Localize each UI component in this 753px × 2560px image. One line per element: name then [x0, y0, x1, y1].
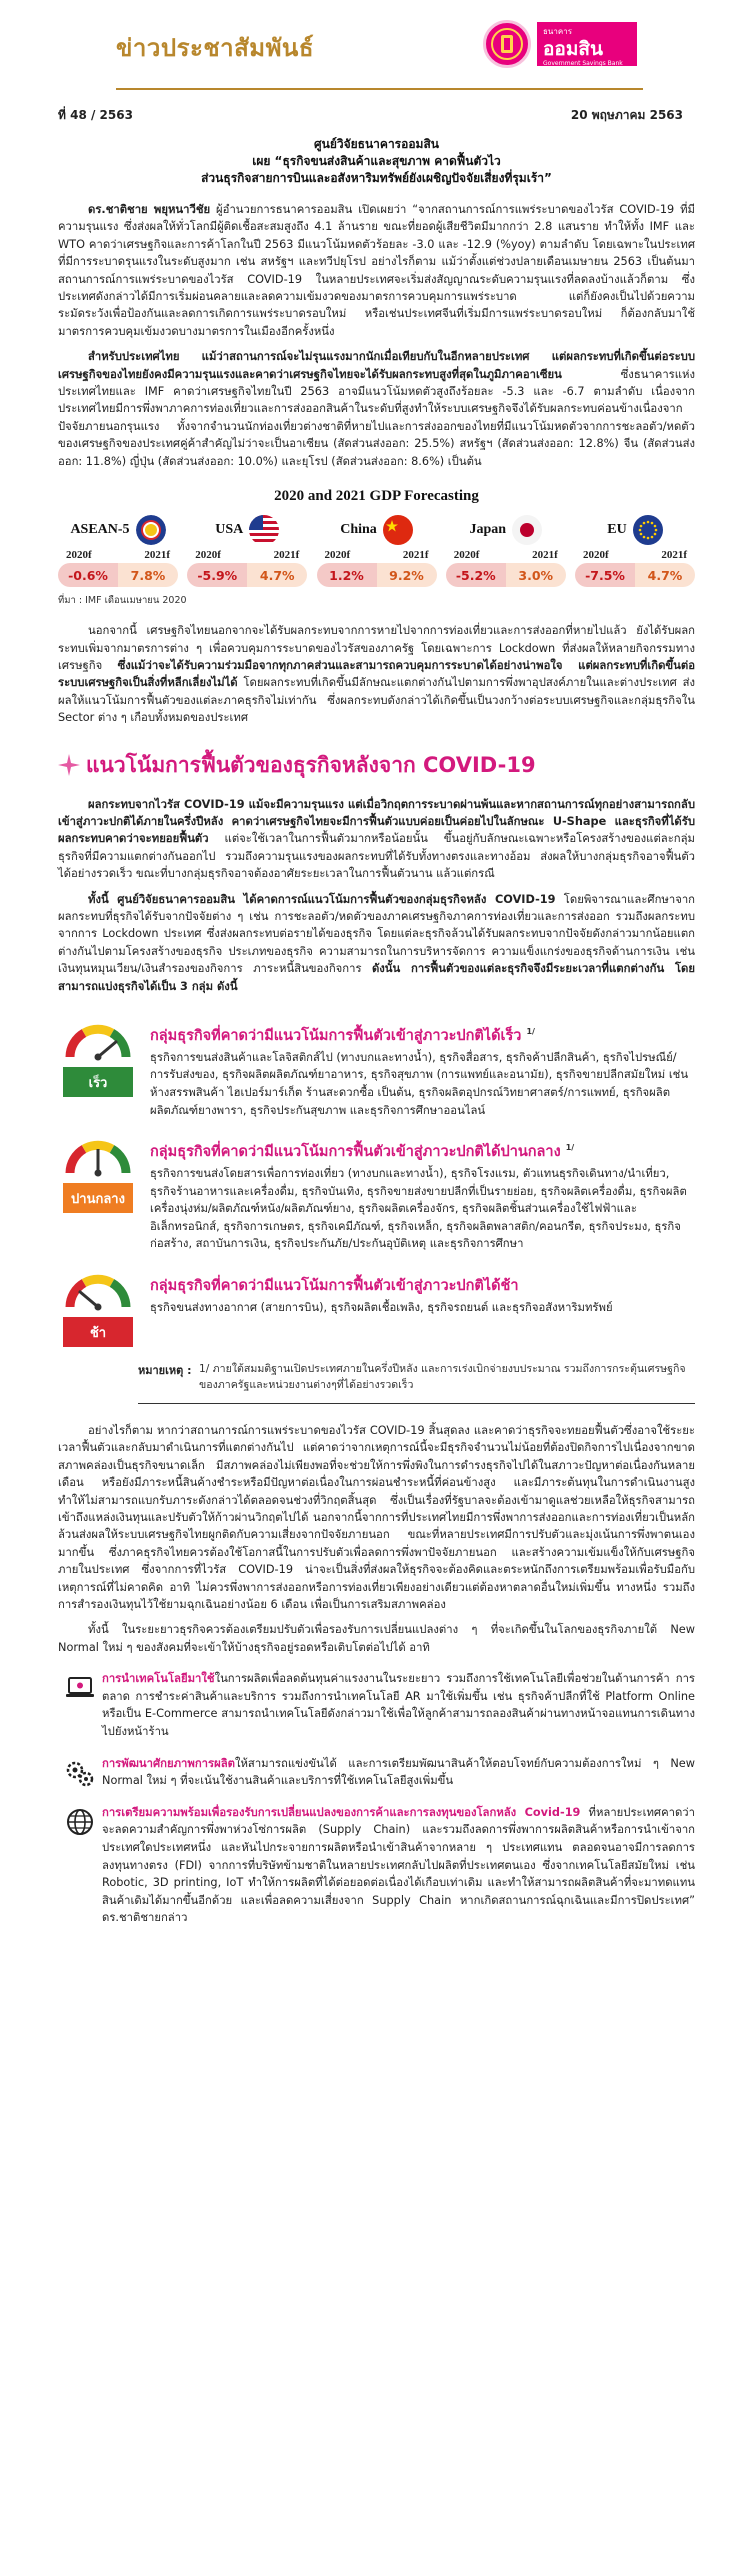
adaptation-text — [102, 1755, 695, 1790]
paragraph-3 — [58, 622, 695, 726]
section-heading — [58, 749, 695, 782]
gdp-card-label: ASEAN-5 — [70, 522, 130, 538]
gdp-value-2021: 4.7% — [247, 563, 307, 587]
adaptation-text — [102, 1804, 695, 1927]
china-flag-icon — [383, 515, 413, 545]
logo-wordmark — [537, 22, 637, 66]
speed-gauge-icon — [65, 1021, 131, 1061]
year-2020: 2020f — [453, 549, 480, 562]
recovery-content — [138, 1021, 695, 1119]
year-2021: 2021f — [144, 549, 170, 562]
recovery-icon — [58, 1271, 138, 1347]
logo-main-text: ออมสิน — [543, 38, 603, 60]
recovery-icon — [58, 1021, 138, 1119]
recovery-badge: ปานกลาง — [63, 1183, 133, 1213]
gdp-card-head — [446, 515, 566, 545]
gdp-values — [317, 563, 437, 587]
logo-sub-text: Government Savings Bank — [543, 60, 623, 67]
adaptation-body: ที่หลายประเทศคาดว่าจะลดความสำคัญการพึ่งพาห่วงโซ่การผลิต (Supply Chain) และรวมถึงลดการพึ่งพาการผลิตสินค้าหรือการนำเข้าจากประเทศใดประเทศหนึ่ง และหันไปกระจายการผลิตหรือนำเข้าสินค้าจากหลาย ๆ ประเทศแทน ตลอดจนอาจมีการลดการลงทุนทางตรง (FDI) จากการที่บริษัทข้ามชาติในหลายประเทศกลับไปผลิตที่ประเทศตนเอง ซึ่งจากเทคโนโลยีสมัยใหม่ เช่น Robotic, 3D printing, IoT ทำให้การผลิตที่ได้ต่อยอดต่อเนื่องได้เกือบเท่าเดิม และทำให้สามารถผลิตสินค้าที่จะมาทดแทนสินค้าเดิมได้มากขึ้นอีกด้วย และเพื่อลดความเสี่ยงจาก Supply Chain หากเกิดสถานการณ์ฉุกเฉินและมีการปิดประเทศ” ดร.ชาติชายกล่าว — [102, 1805, 695, 1925]
adaptation-body: ให้สามารถแข่งขันได้ และการเตรียมพัฒนาสินค้าให้ตอบโจทย์กับความต้องการใหม่ ๆ New Normal ใหม่ ๆ ที่จะเน้นใช้งานสินค้าและบริการที่ใช้เทคโนโลยีสูงเพิ่มขึ้น — [102, 1756, 695, 1788]
recovery-description: ธุรกิจการขนส่งสินค้าและโลจิสติกส์ไป (ทางบกและทางน้ำ), ธุรกิจสื่อสาร, ธุรกิจค้าปลีกสินค้า, ธุรกิจไปรษณีย์/การรับส่งของ, ธุรกิจผลิตผลิตภัณฑ์ยาอาหาร, ธุรกิจสุขภาพ (การแพทย์และอนามัย), ธุรกิจขายปลีกสมัยใหม่ เช่น ห้างสรรพสินค้า ไฮเปอร์มาร์เก็ต ร้านสะดวกซื้อ เป็นต้น, ธุรกิจผลิตอุปกรณ์วิทยาศาสตร์/การแพทย์, ธุรกิจผลิตผลิตภัณฑ์ยางพารา, ธุรกิจประกันสุขภาพ และธุรกิจการศึกษาออนไลน์ — [150, 1050, 689, 1117]
gdp-card-label: Japan — [469, 522, 507, 538]
headline — [58, 136, 695, 187]
p3-text-a: นอกจากนี้ เศรษฐกิจไทยนอกจากจะได้รับผลกระทบจากการหายไปจากการท่องเที่ยวและการส่งออกที่หายไปแล้ว ยังได้รับผลกระทบเพิ่มจากมาตรการต่าง ๆ เพื่อควบคุมการระบาดของไวรัสของภาครัฐ โดยเฉพาะการ Lockdown ที่ส่งผลให้หลายกิจกรรมทางเศรษฐกิจ — [58, 624, 695, 672]
recovery-description: ธุรกิจขนส่งทางอากาศ (สายการบิน), ธุรกิจผลิตเชื้อเพลิง, ธุรกิจรถยนต์ และธุรกิจอสังหาริมทรัพย์ — [150, 1300, 613, 1314]
recovery-group-fast — [58, 1021, 695, 1119]
release-date: 20 พฤษภาคม 2563 — [570, 108, 683, 122]
speed-gauge-icon — [65, 1137, 131, 1177]
year-2021: 2021f — [532, 549, 558, 562]
recovery-title-text: กลุ่มธุรกิจที่คาดว่ามีแนวโน้มการฟื้นตัวเข้าสู่ภาวะปกติได้ปานกลาง — [150, 1144, 561, 1161]
gdp-years — [446, 545, 566, 561]
sparkle-icon — [58, 754, 80, 776]
gdp-value-2021: 9.2% — [377, 563, 437, 587]
gdp-years — [58, 545, 178, 561]
recovery-icon — [58, 1137, 138, 1253]
gdp-card-label: EU — [607, 522, 627, 538]
year-2021: 2021f — [661, 549, 687, 562]
page-header — [58, 0, 695, 70]
footnote-marker: 1/ — [565, 1143, 575, 1153]
adaptation-highlight: การพัฒนาศักยภาพการผลิต — [102, 1756, 235, 1770]
release-number: ที่ 48 / 2563 — [58, 108, 133, 122]
globe-icon — [58, 1804, 102, 1927]
logo-small-text: ธนาคาร — [543, 27, 572, 36]
gsb-logo — [483, 18, 643, 70]
gdp-value-2021: 3.0% — [506, 563, 566, 587]
intro-p1-text: ผู้อำนวยการธนาคารออมสิน เปิดเผยว่า “จากสถานการณ์การแพร่ระบาดของไวรัส COVID-19 ที่มีความรุนแรง ซึ่งส่งผลให้ทั่วโลกมีผู้ติดเชื้อสะสมสูงถึง 4.1 ล้านราย ขณะที่ยอดผู้เสียชีวิตมีมากกว่า 2.8 แสนราย ทำให้ทั้ง IMF และ WTO คาดว่าเศรษฐกิจและการค้าโลกในปี 2563 มีแนวโน้มหดตัวร้อยละ -3.0 และ -12.9 (%yoy) ตามลำดับ โดยเฉพาะในประเทศที่มีการระบาดรุนแรงในระดับสูงมาก เช่น สหรัฐฯ และทวีปยุโรป อย่างไรก็ตาม แม้ว่าตั้งแต่ช่วงปลายเดือนเมษายน 2563 เป็นต้นมา สถานการณ์การแพร่ระบาดของไวรัส COVID-19 ในหลายประเทศจะเริ่มส่งสัญญาณระดับความรุนแรงที่ลดลงบ้างแล้วก็ตาม ซึ่งประเทศดังกล่าวได้มีการเริ่มผ่อนคลายและลดความเข้มงวดของมาตรการควบคุมการแพร่ระบาด แต่ก็ยังคงเป็นไปด้วยความระมัดระวังเพื่อป้องกันและลดการเกิดการแพร่ระบาดรอบใหม่ หรือเช่นประเทศจีนที่เริ่มมีการแพร่ระบาดรอบใหม่ ก็ต้องกลับมาใช้มาตรการควบคุมเข้มงวดบางมาตรการในเมืองอีกครั้งหนึ่ง — [58, 203, 695, 338]
recovery-content — [138, 1137, 695, 1253]
recovery-description: ธุรกิจการขนส่งโดยสารเพื่อการท่องเที่ยว (ทางบกและทางน้ำ), ธุรกิจโรงแรม, ตัวแทนธุรกิจเดินทาง/นำเที่ยว, ธุรกิจร้านอาหารและเครื่องดื่ม, ธุรกิจบันเทิง, ธุรกิจขายส่งขายปลีกที่เป็นรายย่อย, ธุรกิจผลิตเครื่องดื่ม, ธุรกิจผลิตเครื่องนุ่งห่ม/ผลิตภัณฑ์หนัง/ผลิตภัณฑ์ยาง, ธุรกิจผลิตเครื่องจักร, ธุรกิจผลิตชิ้นส่วนเครื่องใช้ไฟฟ้าและอิเล็กทรอนิกส์, ธุรกิจการเกษตร, ธุรกิจเคมีภัณฑ์, ธุรกิจเหล็ก, ธุรกิจผลิตพลาสติก/คอนกรีต, ธุรกิจประมง, ธุรกิจก่อสร้าง, สถาบันการเงิน, ธุรกิจประกันภัย/ประกันอุบัติเหตุ และธุรกิจการศึกษา — [150, 1167, 687, 1251]
year-2020: 2020f — [324, 549, 351, 562]
header-title: ข่าวประชาสัมพันธ์ — [116, 34, 314, 62]
adaptation-item-supply-chain — [58, 1804, 695, 1927]
gdp-card-head — [575, 515, 695, 545]
footnote-text: 1/ ภายใต้สมมติฐานเปิดประเทศภายในครึ่งปีหลัง และการเร่งเบิกจ่ายงบประมาณ รวมถึงการกระตุ้นเศรษฐกิจของภาครัฐและหน่วยงานต่างๆที่ได้อย่างรวดเร็ว — [199, 1363, 686, 1391]
closing-paragraph: อย่างไรก็ตาม หากว่าสถานการณ์การแพร่ระบาดของไวรัส COVID-19 สิ้นสุดลง และคาดว่าธุรกิจจะทยอยฟื้นตัวซึ่งอาจใช้ระยะเวลาฟื้นตัวและกลับมาดำเนินการที่แตกต่างกันไป แต่คาดว่าจากเหตุการณ์นี้จะมีธุรกิจจำนวนไม่น้อยที่ต้องปิดกิจการไปเนื่องจากขาดสภาพคล่องเป็นธุรกิจขนาดเล็ก มีสภาพคล่องไม่เพียงพอที่จะช่วยให้การพึ่งพิงในการดำรงธุรกิจไปได้ในสภาวะปัญหาต่อเนื่องกันหลายเดือน หรือยังมีภาระหนี้สินค้างชำระหรือมีปัญหาต่อเนื่องในการผ่อนชำระหนี้ที่ค่อนข้างสูง และมีภาระต้นทุนในการดำเนินงานสูง ทำให้ไม่สามารถแบกรับภาระดังกล่าวได้ตลอดจนช่วงที่วิกฤตสิ้นสุด ซึ่งเป็นเรื่องที่รัฐบาลจะต้องเข้ามาดูแลช่วยเหลือให้ธุรกิจสามารถเข้าถึงแหล่งเงินทุนและปรับตัวให้ก้าวผ่านวิกฤตไปได้ นอกจากนี้จากการที่ประเทศไทยมีการพึ่งพาการส่งออกและการท่องเที่ยวเป็นหลัก ล้วนส่งผลให้ระบบเศรษฐกิจไทยผูกติดกับความเสี่ยงจากปัจจัยภายนอก ขณะที่หลายประเทศมีการปรับตัวและมุ่งเน้นการพึ่งพาตนเองมากขึ้น ซึ่งภาคธุรกิจไทยควรต้องใช้โอกาสนี้ในการปรับตัวเพื่อลดการพึ่งพาปัจจัยภายนอก และสร้างความเข้มแข็งให้กับเศรษฐกิจภายในประเทศ ซึ่งจากการที่ไวรัส COVID-19 น่าจะเป็นสิ่งที่ส่งผลให้ธุรกิจจะต้องคิดและตระหนักถึงการเตรียมพร้อมเพื่อรับมือกับเหตุการณ์ที่ไม่คาดคิด อาทิ ไม่ควรพึ่งพาการส่งออกหรือการท่องเที่ยวเพียงอย่างเดียวแต่ต้องหาตลาดอื่นใหม่เพิ่มขึ้น ทางหนึ่ง รวมถึงการสำรองเงินทุนไว้ใช้ยามฉุกเฉินอย่างน้อย 6 เดือน เพื่อเป็นการเสริมสภาพคล่อง — [58, 1424, 695, 1612]
gdp-years — [317, 545, 437, 561]
gdp-value-2020: -5.9% — [187, 563, 247, 587]
japan-flag-icon — [512, 515, 542, 545]
intro-p2-text: ซึ่งธนาคารแห่งประเทศไทยและ IMF คาดว่าเศรษฐกิจไทยในปี 2563 อาจมีแนวโน้มหดตัวสูงถึงร้อยละ -5.3 และ -6.7 ตามลำดับ เนื่องจากประเทศไทยมีการพึ่งพาภาคการท่องเที่ยวและการส่งออกสินค้าในระดับที่สูงทำให้ระบบเศรษฐกิจจึงได้รับผลกระทบค่อนข้างเนื่องจากปัจจัยภายนอกรุนแรง ทั้งจากจำนวนนักท่องเที่ยวต่างชาติที่หายไปและการส่งออกของไทยที่มีแนวโน้มหดตัวจากการชะลอตัว/หดตัวของเศรษฐกิจของประเทศคู่ค้าสำคัญไม่ว่าจะเป็นอาเซียน (สัดส่วนส่งออก: 25.5%) สหรัฐฯ (สัดส่วนส่งออก: 12.8%) จีน (สัดส่วนส่งออก: 11.8%) ญี่ปุ่น (สัดส่วนส่งออก: 10.0%) และยุโรป (สัดส่วนส่งออก: 8.6%) เป็นต้น — [58, 367, 695, 468]
intro-p2-bold: สำหรับประเทศไทย แม้ว่าสถานการณ์จะไม่รุนแรงมากนักเมื่อเทียบกับในอีกหลายประเทศ แต่ผลกระทบที่เกิดขึ้นต่อระบบเศรษฐกิจของไทยยังคงมีความรุนแรงและคาดว่าเศรษฐกิจไทยจะได้รับผลกระทบสูงที่สุดในภูมิภาคอาเซียน — [58, 350, 695, 381]
headline-line-1: ศูนย์วิจัยธนาคารออมสิน — [314, 137, 439, 151]
headline-line-3: ส่วนธุรกิจสายการบินและอสังหาริมทรัพย์ยังเผชิญปัจจัยเสี่ยงที่รุมเร้า” — [201, 171, 552, 185]
gdp-card-label: China — [340, 522, 377, 538]
year-2020: 2020f — [195, 549, 221, 562]
gdp-source: ที่มา : IMF เดือนเมษายน 2020 — [58, 595, 187, 607]
gdp-card-asean — [58, 515, 178, 587]
footnote-heading: หมายเหตุ : — [138, 1364, 192, 1377]
section-p2-end: ดังนั้น การฟื้นตัวของแต่ละธุรกิจจึงมีระยะเวลาที่แตกต่างกัน โดยสามารถแบ่งธุรกิจได้เป็น 3 กลุ่ม ดังนี้ — [58, 962, 695, 993]
intro-lead-name: ดร.ชาติชาย พยุหนาวีชัย — [88, 203, 211, 216]
gdp-value-2020: -0.6% — [58, 563, 118, 587]
gdp-card-eu — [575, 515, 695, 587]
gdp-years — [187, 545, 307, 561]
gdp-value-2020: -7.5% — [575, 563, 635, 587]
recovery-title-text: กลุ่มธุรกิจที่คาดว่ามีแนวโน้มการฟื้นตัวเข้าสู่ภาวะปกติได้เร็ว — [150, 1027, 522, 1044]
gdp-years — [575, 545, 695, 561]
year-2020: 2020f — [583, 549, 609, 562]
gdp-card-head — [58, 515, 178, 545]
section-paragraph-1 — [58, 796, 695, 883]
recovery-title-text: กลุ่มธุรกิจที่คาดว่ามีแนวโน้มการฟื้นตัวเข้าสู่ภาวะปกติได้ช้า — [150, 1277, 519, 1294]
footnote — [58, 1361, 695, 1393]
section-p1-text: แต่จะใช้เวลาในการฟื้นตัวมากหรือน้อยนั้น ขึ้นอยู่กับลักษณะเฉพาะหรือโครงสร้างของแต่ละกลุ่มธุรกิจที่มีความแตกต่างกันออกไป รวมถึงความรุนแรงของผลกระทบที่ได้รับทั้งทางตรงและทางอ้อม ส่งผลให้บางกลุ่มธุรกิจอาจฟื้นตัวได้อย่างรวดเร็ว ขณะที่บางกลุ่มธุรกิจอาจต้องอาศัยระยะเวลาในการฟื้นตัวนาน แล้วแต่กรณี — [58, 832, 695, 881]
closing-paragraph-2: ทั้งนี้ ในระยะยาวธุรกิจควรต้องเตรียมปรับตัวเพื่อรองรับการเปลี่ยนแปลงต่าง ๆ ที่จะเกิดขึ้นในโลกของธุรกิจภายใต้ New Normal ใหม่ ๆ ของสังคมที่จะเข้าให้บ้างธุรกิจอยู่รอดหรือเติบโตต่อไปได้ อาทิ — [58, 1623, 695, 1654]
adaptation-text — [102, 1670, 695, 1740]
gdp-values — [58, 563, 178, 587]
gdp-card-usa — [187, 515, 307, 587]
header-divider — [116, 88, 643, 90]
section-p2-text: โดยพิจารณาและศึกษาจากผลกระทบที่ธุรกิจได้รับจากปัจจัยต่าง ๆ เช่น การชะลอตัว/หดตัวของภาคเศรษฐกิจภาคการท่องเที่ยวและการส่งออก รวมถึงผลกระทบจากการ Lockdown ประเทศ ซึ่งส่งผลกระทบต่อรายได้ของธุรกิจ โดยแต่ละธุรกิจล้วนได้รับผลกระทบจากปัจจัยดังกล่าวมากน้อยแตกต่างกันไปตามโครงสร้างของธุรกิจ ประเภทของธุรกิจ ความสามารถในการบริหารจัดการ ความแข็งแกร่งของธุรกิจด้านการเงิน เช่น เงินทุนหมุนเวียน/เงินสำรองของกิจการ ภาระหนี้สินของกิจการ — [58, 892, 695, 976]
gdp-values — [187, 563, 307, 587]
gears-icon — [58, 1755, 102, 1790]
gdp-values — [446, 563, 566, 587]
gdp-card-japan — [446, 515, 566, 587]
gdp-title: 2020 and 2021 GDP Forecasting — [274, 488, 479, 505]
gdp-card-head — [317, 515, 437, 545]
recovery-group-medium — [58, 1137, 695, 1253]
recovery-badge: เร็ว — [63, 1067, 133, 1097]
section-paragraph-2 — [58, 891, 695, 995]
gdp-card-label: USA — [215, 522, 244, 538]
intro-paragraph-2 — [58, 348, 695, 470]
p3-text-bold: ซึ่งแม้ว่าจะได้รับความร่วมมือจากทุกภาคส่วนและสามารถควบคุมการระบาดได้อย่างน่าพอใจ แต่ผลกระทบที่เกิดขึ้นต่อระบบเศรษฐกิจเป็นสิ่งที่หลีกเลี่ยงไม่ได้ — [58, 658, 695, 690]
section-p2-lead: ทั้งนี้ ศูนย์วิจัยธนาคารออมสิน ได้คาดการณ์แนวโน้มการฟื้นตัวของกลุ่มธุรกิจหลัง COVID-19 — [88, 892, 556, 906]
gdp-card-head — [187, 515, 307, 545]
section-p1-bold: ผลกระทบจากไวรัส COVID-19 แม้จะมีความรุนแรง แต่เมื่อวิกฤตการระบาดผ่านพ้นและหากสถานการณ์ทุกอย่างสามารถกลับเข้าสู่ภาวะปกติได้ภายในครึ่งปีหลัง คาดว่าเศรษฐกิจไทยจะมีการฟื้นตัวแบบค่อยเป็นค่อยไปในลักษณะ U-Shape และธุรกิจที่ได้รับผลกระทบคาดว่าจะทยอยฟื้นตัว — [58, 797, 695, 846]
year-2021: 2021f — [402, 549, 429, 562]
gdp-value-2021: 4.7% — [635, 563, 695, 587]
gdp-value-2021: 7.8% — [118, 563, 178, 587]
adaptation-item-technology — [58, 1670, 695, 1740]
recovery-group-slow — [58, 1271, 695, 1347]
gdp-value-2020: -5.2% — [446, 563, 506, 587]
recovery-title — [150, 1021, 695, 1047]
eu-flag-icon — [633, 515, 663, 545]
intro-paragraph-1 — [58, 201, 695, 340]
meta-row — [58, 106, 695, 128]
laptop-icon — [58, 1670, 102, 1740]
asean-flag-icon — [136, 515, 166, 545]
adaptation-body: ในการผลิตเพื่อลดต้นทุนค่าแรงงานในระยะยาว รวมถึงการใช้เทคโนโลยีเพื่อช่วยในด้านการค้า การตลาด การชำระค่าสินค้าและบริการ รวมถึงการนำเทคโนโลยี AR มาใช้เพิ่มขึ้น เช่น ธุรกิจค้าปลีกที่ใช้ Platform Online หรือเป็น E-Commerce สามารถนำเทคโนโลยีดังกล่าวมาใช้เพื่อให้ลูกค้าสามารถลองสินค้าผ่านทางหน้าจอแทนการเดินทางไปยังหน้าร้าน — [102, 1672, 695, 1739]
section-title: แนวโน้มการฟื้นตัวของธุรกิจหลังจาก COVID-19 — [86, 752, 536, 777]
speed-gauge-icon — [65, 1271, 131, 1311]
year-2020: 2020f — [66, 549, 92, 562]
recovery-title — [150, 1137, 695, 1163]
gdp-forecast-grid — [58, 515, 695, 587]
p3-text-c: โดยผลกระทบที่เกิดขึ้นมีลักษณะแตกต่างกันไปตามการพึ่งพาอุปสงค์ภายในและต่างประเทศ ส่งผลให้แนวโน้มการฟื้นตัวของแต่ละภาคธุรกิจไม่เท่ากัน ซึ่งผลกระทบดังกล่าวได้เกิดขึ้นเป็นวงกว้างต่อระบบเศรษฐกิจและกลุ่มธุรกิจใน Sector ต่าง ๆ เกือบทั้งหมดของประเทศ — [58, 676, 695, 725]
gdp-values — [575, 563, 695, 587]
usa-flag-icon — [249, 515, 279, 545]
gdp-value-2020: 1.2% — [317, 563, 377, 587]
recovery-content — [138, 1271, 695, 1347]
adaptation-highlight: การเตรียมความพร้อมเพื่อรองรับการเปลี่ยนแปลงของการค้าและการลงทุนของโลกหลัง Covid-19 — [102, 1805, 581, 1819]
headline-line-2: เผย “ธุรกิจขนส่งสินค้าและสุขภาพ คาดฟื้นตัวไว — [252, 154, 501, 168]
year-2021: 2021f — [273, 549, 300, 562]
gsb-emblem-icon — [483, 20, 531, 68]
footnote-marker: 1/ — [526, 1027, 535, 1036]
footnote-divider — [138, 1403, 695, 1404]
recovery-badge: ช้า — [63, 1317, 133, 1347]
adaptation-highlight: การนำเทคโนโลยีมาใช้ — [102, 1672, 215, 1686]
recovery-title — [150, 1271, 695, 1297]
adaptation-item-production — [58, 1755, 695, 1790]
gdp-card-china — [317, 515, 437, 587]
